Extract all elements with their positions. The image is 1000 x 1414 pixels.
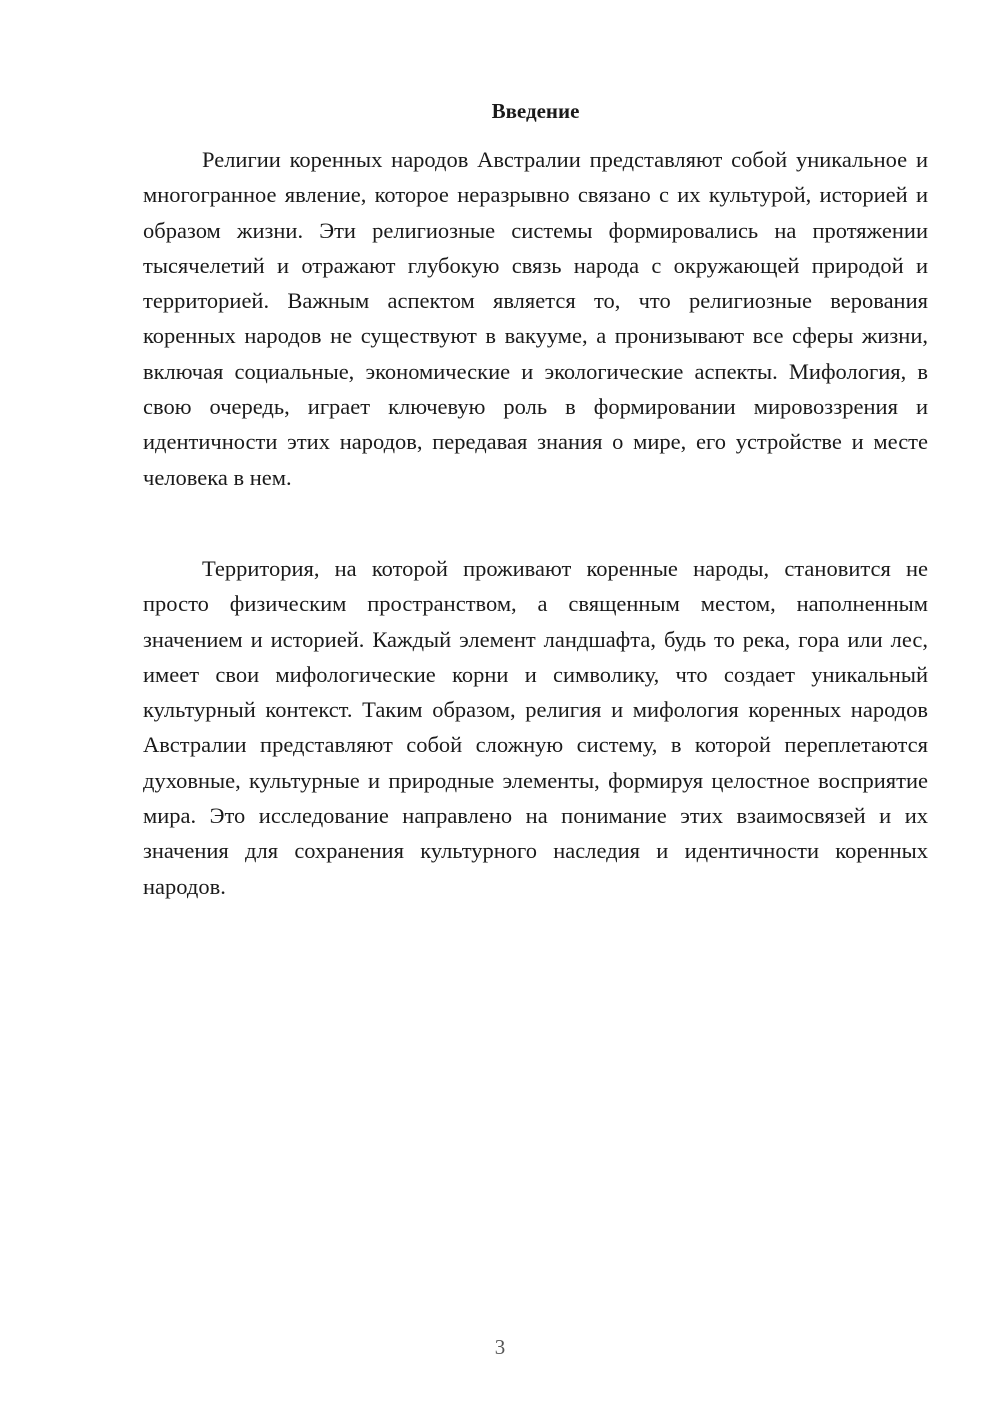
- section-heading: Введение: [491, 99, 580, 123]
- paragraph-introduction: Религии коренных народов Австралии представляют собой уникальное и многогранное явление, которое неразрывно связано с их культурой, историей и образом жизни. Эти религиозные системы формировались на протяжении тысячелетий и отражают глубокую связь народа с окружающей природой и территорией. Важным аспектом является то, что религиозные верования коренных народов не существуют в вакууме, а пронизывают все сферы жизни, включая социальные, экономические и экологические аспекты. Мифология, в свою очередь, играет ключевую роль в формировании мировоззрения и идентичности этих народов, передавая знания о мире, его устройстве и месте человека в нем.: [143, 147, 928, 490]
- paragraph-territory: Территория, на которой проживают коренные народы, становится не просто физическим пространством, а священным местом, наполненным значением и историей. Каждый элемент ландшафта, будь то река, гора или лес, имеет свои мифологические корни и символику, что создает уникальный культурный контекст. Таким образом, религия и мифология коренных народов Австралии представляют собой сложную систему, в которой переплетаются духовные, культурные и природные элементы, формируя целостное восприятие мира. Это исследование направлено на понимание этих взаимосвязей и их значения для сохранения культурного наследия и идентичности коренных народов.: [143, 556, 928, 899]
- page-number: 3: [494, 1335, 506, 1359]
